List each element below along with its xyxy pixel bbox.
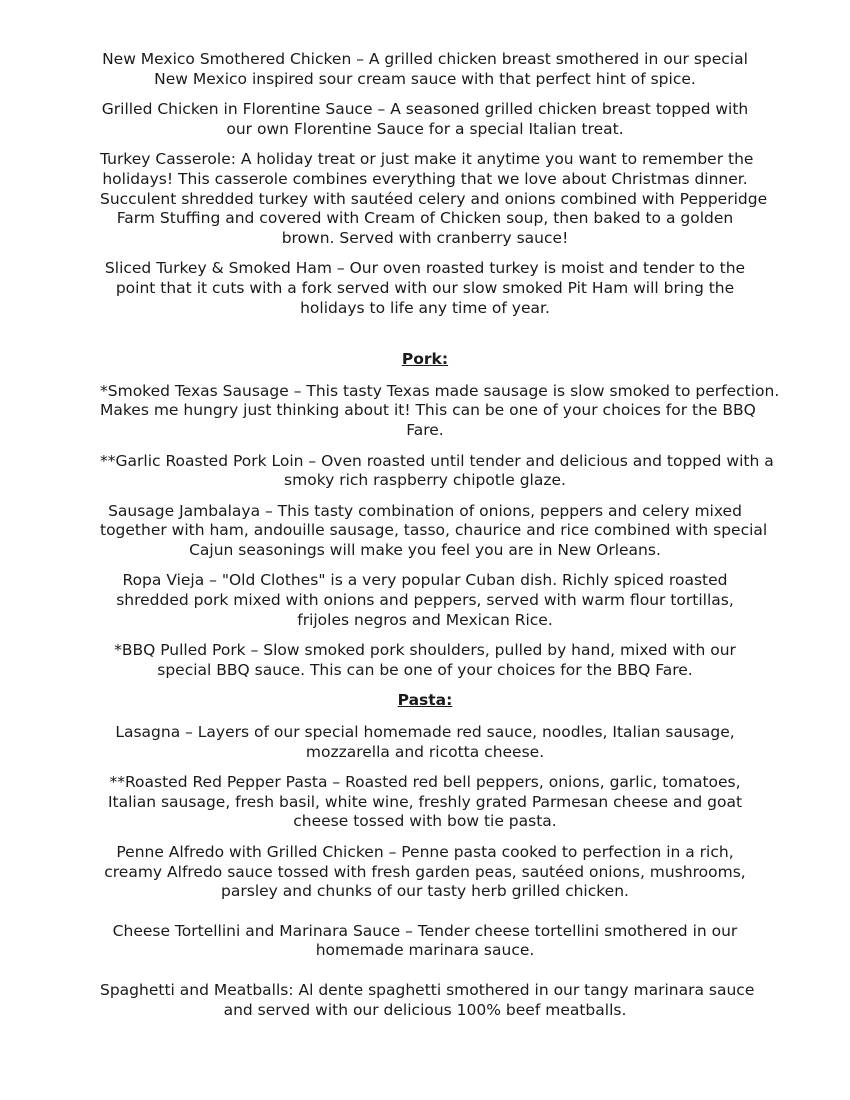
item-line: Ropa Vieja – "Old Clothes" is a very popular Cuban dish. Richly spiced roasted — [122, 571, 728, 590]
menu-item-bbq-pulled-pork — [100, 641, 750, 680]
menu-item-sausage-jambalaya — [100, 501, 768, 561]
menu-item-ropa-vieja — [100, 571, 750, 630]
item-line: New Mexico inspired sour cream sauce with that perfect hint of spice. — [154, 69, 696, 88]
item-line: Makes me hungry just thinking about it! This can be one of your choices for the BBQ — [100, 401, 756, 420]
item-line: Succulent shredded turkey with sautéed celery and onions combined with Pepperidge — [100, 189, 768, 208]
section-heading-pork: Pork: — [401, 350, 449, 369]
menu-item-roasted-red-pepper-pasta — [100, 773, 750, 832]
item-line: Italian sausage, fresh basil, white wine, freshly grated Parmesan cheese and goat — [107, 792, 743, 811]
item-line: Sausage Jambalaya – This tasty combination of onions, peppers and celery mixed — [108, 501, 742, 520]
menu-item-grilled-chicken-florentine — [100, 100, 750, 139]
item-line: Sliced Turkey & Smoked Ham – Our oven roasted turkey is moist and tender to the — [104, 259, 746, 278]
menu-item-smoked-texas-sausage — [100, 381, 780, 441]
menu-item-cheese-tortellini — [100, 922, 750, 961]
menu-item-lasagna — [100, 723, 750, 762]
menu-item-turkey-casserole — [100, 150, 768, 248]
item-line: brown. Served with cranberry sauce! — [281, 228, 569, 247]
item-line: frijoles negros and Mexican Rice. — [297, 610, 553, 629]
item-line: Cajun seasonings will make you feel you are in New Orleans. — [189, 540, 661, 559]
menu-item-new-mexico-smothered-chicken — [100, 50, 750, 89]
menu-item-sliced-turkey-smoked-ham — [100, 259, 750, 318]
item-line: Cheese Tortellini and Marinara Sauce – Tender cheese tortellini smothered in our — [112, 921, 738, 940]
item-line: shredded pork mixed with onions and peppers, served with warm flour tortillas, — [116, 591, 734, 610]
item-line: our own Florentine Sauce for a special Italian treat. — [226, 119, 624, 138]
item-line: Spaghetti and Meatballs: Al dente spaghetti smothered in our tangy marinara sauce — [100, 980, 755, 999]
item-line: cheese tossed with bow tie pasta. — [293, 812, 557, 831]
item-line: Penne Alfredo with Grilled Chicken – Penne pasta cooked to perfection in a rich, — [116, 843, 734, 861]
item-line: Lasagna – Layers of our special homemade red sauce, noodles, Italian sausage, — [115, 723, 735, 742]
item-line: holidays to life any time of year. — [300, 298, 550, 317]
item-line: *BBQ Pulled Pork – Slow smoked pork shoulders, pulled by hand, mixed with our — [114, 641, 736, 660]
item-line: homemade marinara sauce. — [315, 941, 535, 960]
item-line: **Roasted Red Pepper Pasta – Roasted red bell peppers, onions, garlic, tomatoes, — [109, 773, 741, 792]
item-line: *Smoked Texas Sausage – This tasty Texas made sausage is slow smoked to perfection. — [100, 381, 780, 400]
item-line: Farm Stuffing and covered with Cream of Chicken soup, then baked to a golden — [116, 209, 734, 228]
item-line: **Garlic Roasted Pork Loin – Oven roasted until tender and delicious and topped with a — [100, 451, 774, 470]
item-line: smoky rich raspberry chipotle glaze. — [284, 471, 566, 490]
item-line: point that it cuts with a fork served with our slow smoked Pit Ham will bring the — [115, 278, 735, 297]
item-line: mozzarella and ricotta cheese. — [305, 742, 545, 761]
item-line: New Mexico Smothered Chicken – A grilled chicken breast smothered in our special — [102, 50, 748, 68]
item-line: parsley and chunks of our tasty herb grilled chicken. — [221, 882, 629, 901]
item-line: Turkey Casserole: A holiday treat or just make it anytime you want to remember the — [100, 150, 754, 169]
item-line: together with ham, andouille sausage, tasso, chaurice and rice combined with special — [100, 521, 768, 540]
menu-item-spaghetti-meatballs — [100, 980, 755, 1020]
section-heading-pasta: Pasta: — [397, 691, 453, 710]
item-line: holidays! This casserole combines everything that we love about Christmas dinner. — [102, 169, 748, 188]
item-line: Grilled Chicken in Florentine Sauce – A seasoned grilled chicken breast topped with — [101, 100, 749, 119]
item-line: Fare. — [406, 420, 444, 439]
item-line: special BBQ sauce. This can be one of your choices for the BBQ Fare. — [157, 660, 693, 679]
item-line: creamy Alfredo sauce tossed with fresh garden peas, sautéed onions, mushrooms, — [104, 862, 746, 881]
item-line: and served with our delicious 100% beef meatballs. — [223, 1000, 627, 1019]
menu-item-penne-alfredo — [100, 843, 750, 902]
menu-item-garlic-roasted-pork-loin — [100, 451, 774, 491]
menu-page — [100, 50, 780, 1031]
